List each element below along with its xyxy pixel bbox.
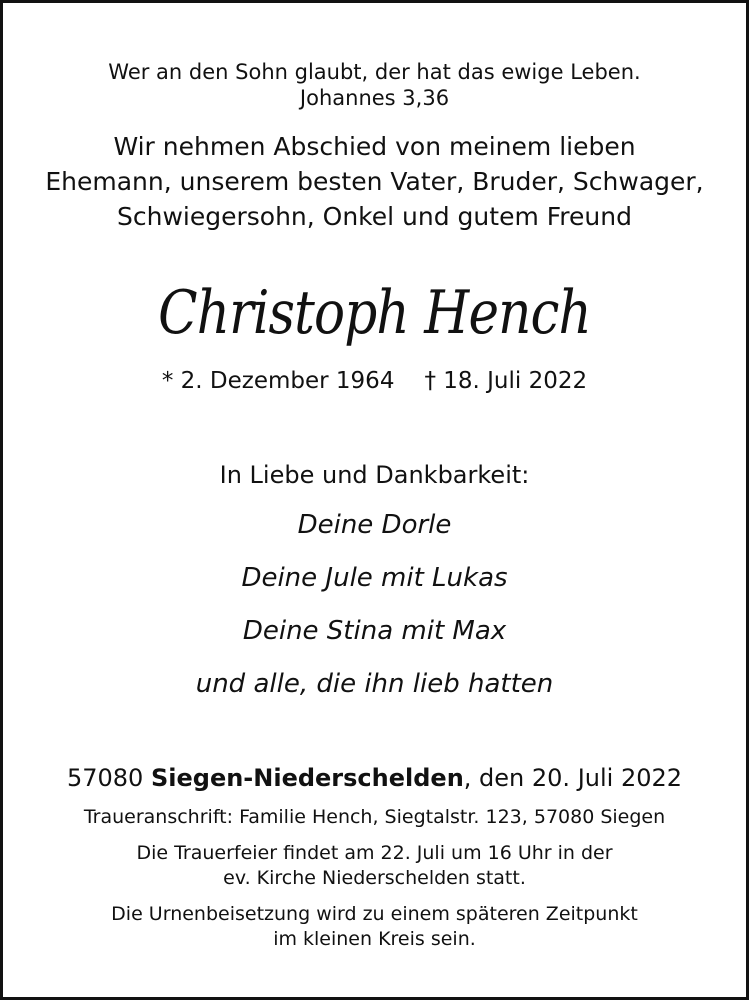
deceased-name: Christoph Hench (158, 278, 591, 348)
mourners-heading: In Liebe und Dankbarkeit: (219, 461, 530, 489)
mourner-line: Deine Dorle (297, 510, 452, 540)
service-info: Die Trauerfeier findet am 22. Juli um 16 Uhr in der (136, 842, 613, 864)
postcode: 57080 (66, 764, 144, 792)
service-info: ev. Kirche Niederschelden statt. (223, 867, 526, 889)
notice-date: , den 20. Juli 2022 (463, 764, 683, 792)
life-dates (3, 366, 746, 396)
mourner-line: Deine Stina mit Max (242, 616, 507, 646)
bible-verse: Wer an den Sohn glaubt, der hat das ewige Leben. (108, 60, 641, 84)
intro-line: Ehemann, unserem besten Vater, Bruder, Schwager, (45, 167, 704, 196)
mourner-line: Deine Jule mit Lukas (241, 563, 508, 593)
birth-date: * 2. Dezember 1964 (161, 368, 395, 394)
place-and-date (3, 763, 746, 793)
intro-line: Wir nehmen Abschied von meinem lieben (113, 132, 636, 161)
bible-reference: Johannes 3,36 (299, 86, 450, 110)
mourning-address: Traueranschrift: Familie Hench, Siegtalstr. 123, 57080 Siegen (83, 806, 666, 828)
intro-line: Schwiegersohn, Onkel und gutem Freund (117, 202, 632, 231)
mourner-line: und alle, die ihn lieb hatten (195, 669, 554, 699)
burial-info: Die Urnenbeisetzung wird zu einem späteren Zeitpunkt (111, 903, 638, 925)
death-date: † 18. Juli 2022 (424, 368, 588, 394)
place-name: Siegen-Niederschelden (150, 764, 464, 792)
burial-info: im kleinen Kreis sein. (273, 928, 476, 950)
